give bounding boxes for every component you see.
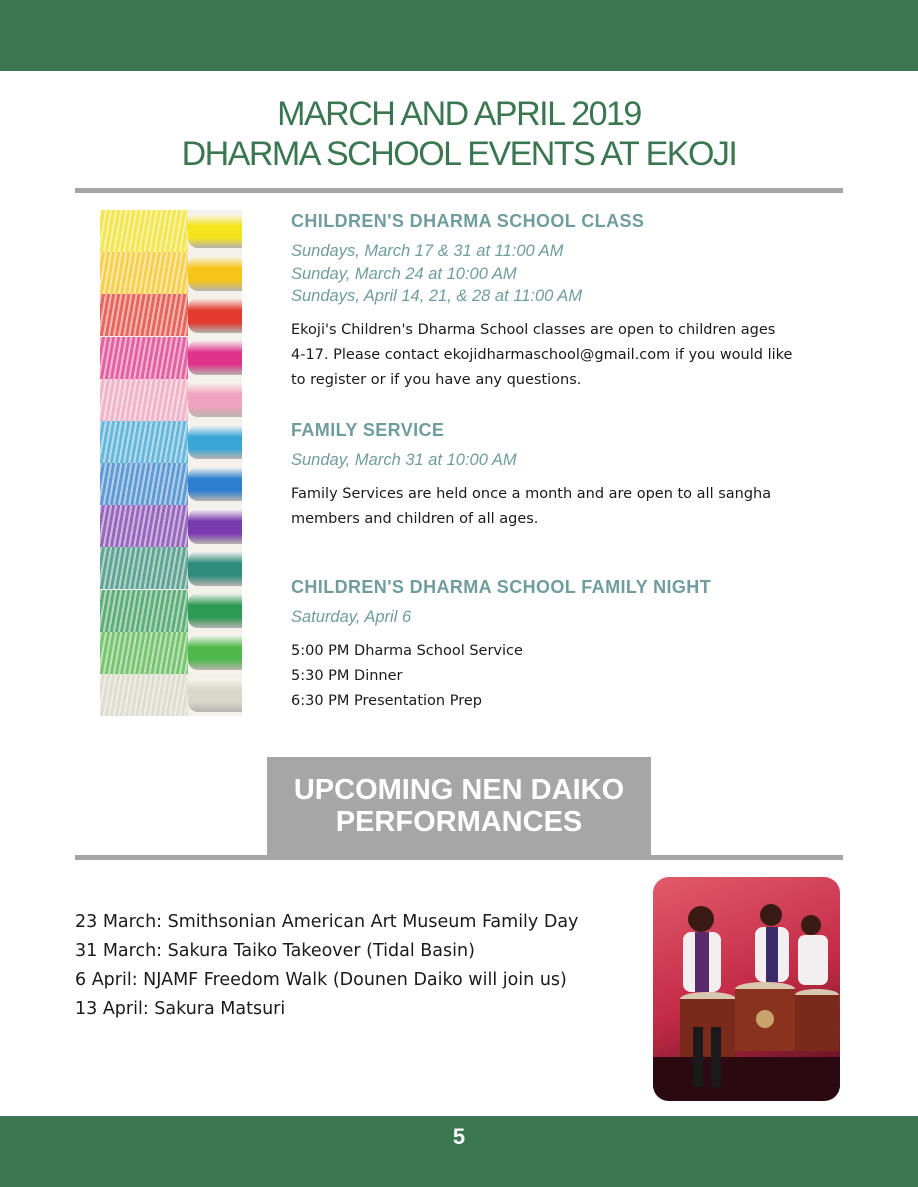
crayon-stick — [188, 467, 242, 502]
schedule-line: 6:30 PM Presentation Prep — [291, 692, 482, 709]
crayon-smear — [100, 674, 188, 716]
crayon-band — [100, 547, 242, 589]
section-heading: CHILDREN'S DHARMA SCHOOL CLASS — [291, 211, 645, 231]
crayon-smear — [100, 337, 188, 379]
title-line-2: DHARMA SCHOOL EVENTS AT EKOJI — [181, 135, 737, 173]
crayon-smear — [100, 252, 188, 294]
crayon-band — [100, 421, 242, 463]
schedule-line: 5:30 PM Dinner — [291, 667, 403, 684]
date-line: Sunday, March 24 at 10:00 AM — [291, 264, 517, 283]
crayon-band — [100, 590, 242, 632]
crayons-photo — [100, 210, 242, 716]
crayon-smear — [100, 590, 188, 632]
section-body — [291, 318, 831, 393]
performances-title-line-1: UPCOMING NEN DAIKO — [293, 774, 625, 806]
crayon-band — [100, 210, 242, 252]
crayon-smear — [100, 632, 188, 674]
crayon-band — [100, 379, 242, 421]
section-heading: CHILDREN'S DHARMA SCHOOL FAMILY NIGHT — [291, 577, 712, 597]
crayon-band — [100, 294, 242, 336]
section-heading: FAMILY SERVICE — [291, 420, 445, 440]
title-divider — [75, 188, 843, 193]
crayon-smear — [100, 294, 188, 336]
crayon-stick — [188, 256, 242, 291]
crayon-smear — [100, 505, 188, 547]
list-item: 13 April: Sakura Matsuri — [75, 999, 286, 1019]
crayon-stick — [188, 593, 242, 628]
crayon-stick — [188, 509, 242, 544]
performance-list — [75, 908, 635, 1024]
date-line: Sunday, March 31 at 10:00 AM — [291, 451, 517, 469]
taiko-drummers-photo — [653, 877, 840, 1101]
section-family-night — [291, 577, 831, 714]
list-item: 6 April: NJAMF Freedom Walk (Dounen Daiko will join us) — [75, 970, 567, 990]
section-dates — [291, 606, 831, 629]
crayon-stick — [188, 635, 242, 670]
performances-title — [294, 774, 624, 838]
body-line: members and children of all ages. — [291, 510, 539, 527]
section-dates — [291, 449, 831, 472]
date-line: Sundays, March 17 & 31 at 11:00 AM — [291, 242, 564, 260]
section-family-service — [291, 420, 831, 532]
crayon-stick — [188, 551, 242, 586]
crayon-band — [100, 463, 242, 505]
crayon-smear — [100, 210, 188, 252]
crayon-stick — [188, 298, 242, 333]
section-dharma-class — [291, 211, 831, 393]
performances-title-line-2: PERFORMANCES — [335, 806, 583, 838]
crayon-band — [100, 337, 242, 379]
crayon-band — [100, 505, 242, 547]
crayon-band — [100, 252, 242, 294]
crayon-stick — [188, 382, 242, 417]
page-title — [0, 94, 918, 174]
list-item: 23 March: Smithsonian American Art Museum Family Day — [75, 912, 579, 932]
crayon-band — [100, 674, 242, 716]
section-body — [291, 482, 831, 532]
date-line: Saturday, April 6 — [291, 608, 412, 626]
crayon-smear — [100, 463, 188, 505]
body-line: Ekoji's Children's Dharma School classes are open to children ages — [291, 321, 776, 338]
section-body — [291, 639, 831, 714]
crayon-smear — [100, 379, 188, 421]
title-line-1: MARCH AND APRIL 2019 — [277, 95, 641, 133]
taiko-illustration — [653, 877, 840, 1101]
body-line: 4-17. Please contact ekojidharmaschool@gmail.com if you would like — [291, 346, 793, 363]
crayon-smear — [100, 421, 188, 463]
body-line: Family Services are held once a month and are open to all sangha — [291, 485, 772, 502]
crayon-stick — [188, 425, 242, 460]
section-dates — [291, 240, 831, 308]
crayon-stick — [188, 214, 242, 249]
date-line: Sundays, April 14, 21, & 28 at 11:00 AM — [291, 287, 583, 305]
top-banner — [0, 0, 918, 71]
performances-banner — [267, 757, 651, 855]
list-item: 31 March: Sakura Taiko Takeover (Tidal Basin) — [75, 941, 475, 961]
crayon-stick — [188, 340, 242, 375]
body-line: to register or if you have any questions. — [291, 371, 582, 388]
crayon-stick — [188, 678, 242, 713]
crayon-band — [100, 632, 242, 674]
crayon-smear — [100, 547, 188, 589]
schedule-line: 5:00 PM Dharma School Service — [291, 642, 523, 659]
performances-divider — [75, 855, 843, 860]
page-number: 5 — [452, 1124, 466, 1149]
